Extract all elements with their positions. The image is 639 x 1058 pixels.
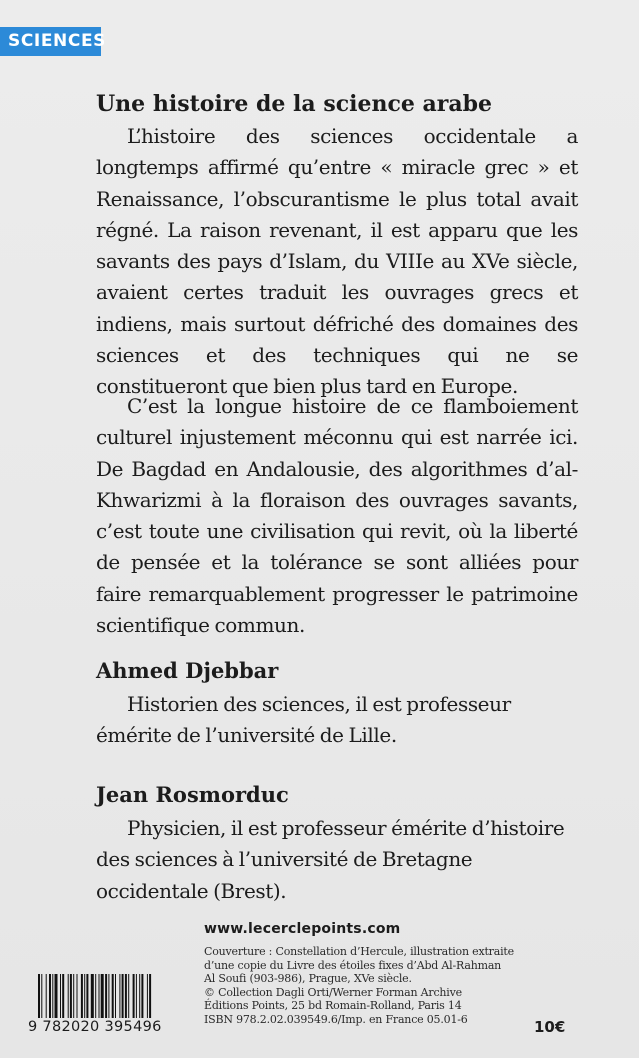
category-tag: SCIENCES	[0, 27, 101, 56]
credit-line-cover: Couverture : Constellation d’Hercule, illustration extraite d’une copie du Livre des étoiles fixes d’Abd Al-Rahman Al Soufi (903-986), Prague, XVe siècle.	[204, 945, 514, 986]
summary-paragraph-1: L’histoire des sciences occidentale a longtemps affirmé qu’entre « miracle grec » et Renaissance, l’obscurantisme le plus total avait régné. La raison revenant, il est apparu que les savants des pays d’Islam, du VIIIe au XVe siècle, avaient certes traduit les ouvrages grecs et indiens, mais surtout défriché des domaines des sciences et des techniques qui ne se constitueront que bien plus tard en Europe.	[96, 124, 578, 399]
credit-line-isbn: ISBN 978.2.02.039549.6/Imp. en France 05.01-6	[204, 1012, 468, 1026]
author-bio-2: Physicien, il est professeur émérite d’histoire des sciences à l’université de Bretagne occidentale (Brest).	[96, 816, 565, 903]
summary-paragraph-2: C’est la longue histoire de ce flamboiement culturel injustement méconnu qui est narrée ici. De Bagdad en Andalousie, des algorithmes d’al-Khwarizmi à la floraison des ouvrages savants, c’est toute une civilisation qui revit, où la liberté de pensée et la tolérance se sont alliées pour faire remarquablement progresser le patrimoine scientifique commun.	[96, 394, 578, 638]
author-name-2: Jean Rosmorduc	[96, 782, 289, 807]
credit-line-copyright: © Collection Dagli Orti/Werner Forman Archive	[204, 985, 462, 999]
price: 10€	[534, 1018, 566, 1036]
cover-credits	[204, 945, 514, 1027]
credit-line-publisher: Éditions Points, 25 bd Romain-Rolland, Paris 14	[204, 999, 462, 1013]
author-bio-1: Historien des sciences, il est professeur émérite de l’université de Lille.	[96, 692, 511, 748]
barcode-number: 9 782020 395496	[28, 1019, 162, 1035]
barcode-bars	[38, 974, 188, 1018]
publisher-website[interactable]: www.lecerclepoints.com	[204, 921, 401, 937]
book-title: Une histoire de la science arabe	[96, 91, 492, 117]
barcode	[28, 974, 194, 1042]
author-name-1: Ahmed Djebbar	[96, 658, 279, 683]
